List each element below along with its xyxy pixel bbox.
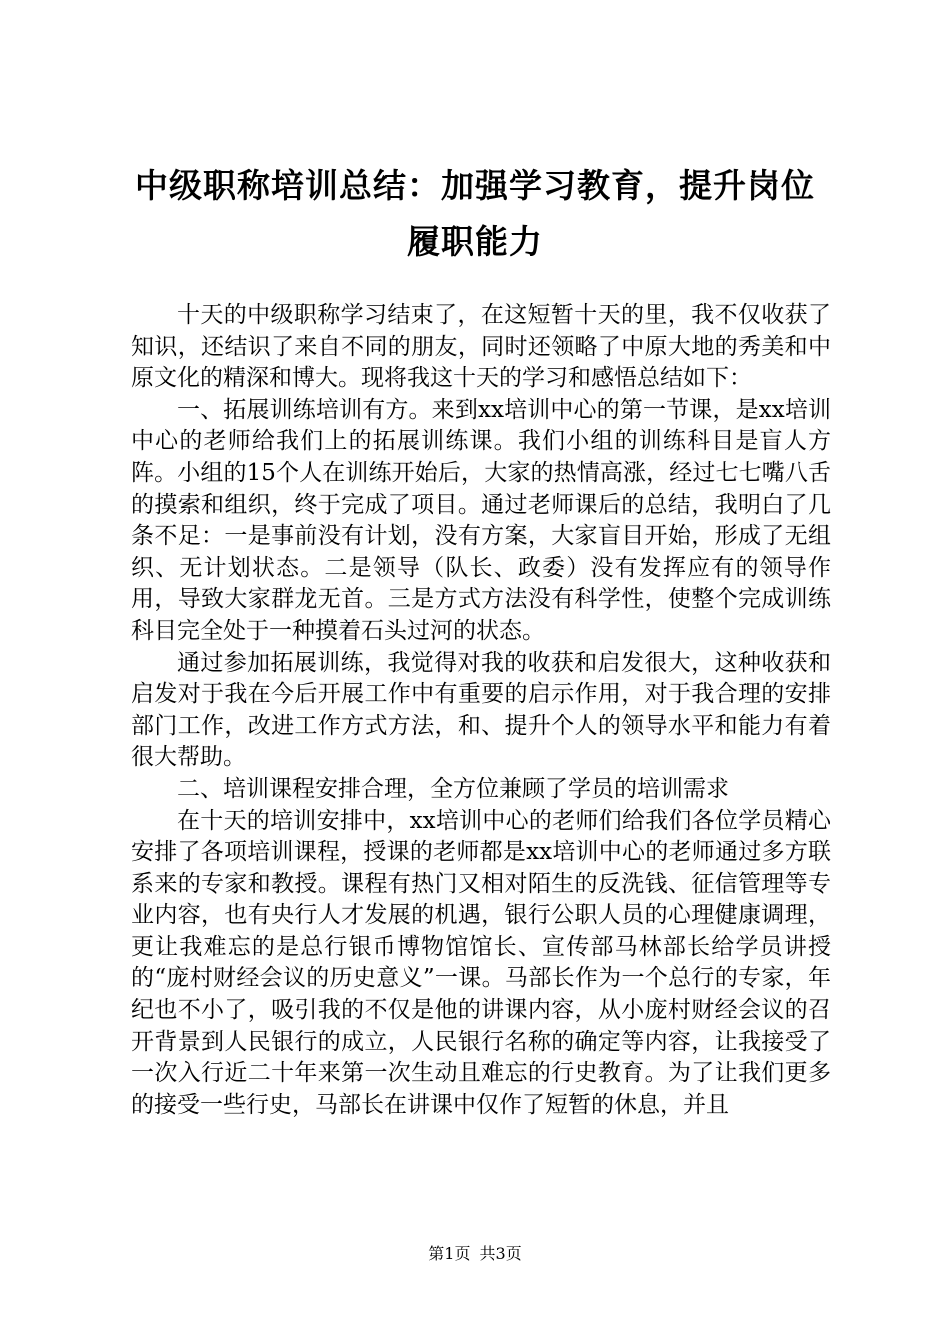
document-title: [120, 158, 830, 270]
paragraph-section-2: 在十天的培训安排中，xx培训中心的老师们给我们各位学员精心安排了各项培训课程，授课的老师都是xx培训中心的老师通过多方联系来的专家和教授。课程有热门又相对陌生的反洗钱、征信管理等专业内容，也有央行人才发展的机遇，银行公职人员的心理健康调理，更让我难忘的是总行银币博物馆馆长、宣传部马林部长给学员讲授的“庞村财经会议的历史意义”一课。马部长作为一个总行的专家，年纪也不小了，吸引我的不仅是他的讲课内容，从小庞村财经会议的召开背景到人民银行的成立，人民银行名称的确定等内容，让我接受了一次入行近二十年来第一次生动且难忘的行史教育。为了让我们更多的接受一些行史，马部长在讲课中仅作了短暂的休息，并且: [131, 807, 831, 1118]
paragraph-intro: 十天的中级职称学习结束了，在这短暂十天的里，我不仅收获了知识，还结识了来自不同的朋友，同时还领略了中原大地的秀美和中原文化的精深和博大。现将我这十天的学习和感悟总结如下：: [131, 302, 831, 392]
page-number-footer: 第1页 共3页: [428, 1244, 522, 1263]
paragraph-reflection: 通过参加拓展训练，我觉得对我的收获和启发很大，这种收获和启发对于我在今后开展工作中有重要的启示作用，对于我合理的安排部门工作，改进工作方式方法，和、提升个人的领导水平和能力有着很大帮助。: [131, 649, 831, 771]
title-line-1: 中级职称培训总结：加强学习教育，提升岗位: [135, 166, 815, 205]
title-line-2: 履职能力: [407, 222, 543, 261]
paragraph-section-1: 一、拓展训练培训有方。来到xx培训中心的第一节课，是xx培训中心的老师给我们上的拓展训练课。我们小组的训练科目是盲人方阵。小组的15个人在训练开始后，大家的热情高涨，经过七七嘴八舌的摸索和组织，终于完成了项目。通过老师课后的总结，我明白了几条不足：一是事前没有计划，没有方案，大家盲目开始，形成了无组织、无计划状态。二是领导（队长、政委）没有发挥应有的领导作用，导致大家群龙无首。三是方式方法没有科学性，使整个完成训练科目完全处于一种摸着石头过河的状态。: [131, 396, 831, 644]
section-heading-2: 二、培训课程安排合理，全方位兼顾了学员的培训需求: [177, 775, 729, 802]
document-body: [131, 300, 831, 1121]
